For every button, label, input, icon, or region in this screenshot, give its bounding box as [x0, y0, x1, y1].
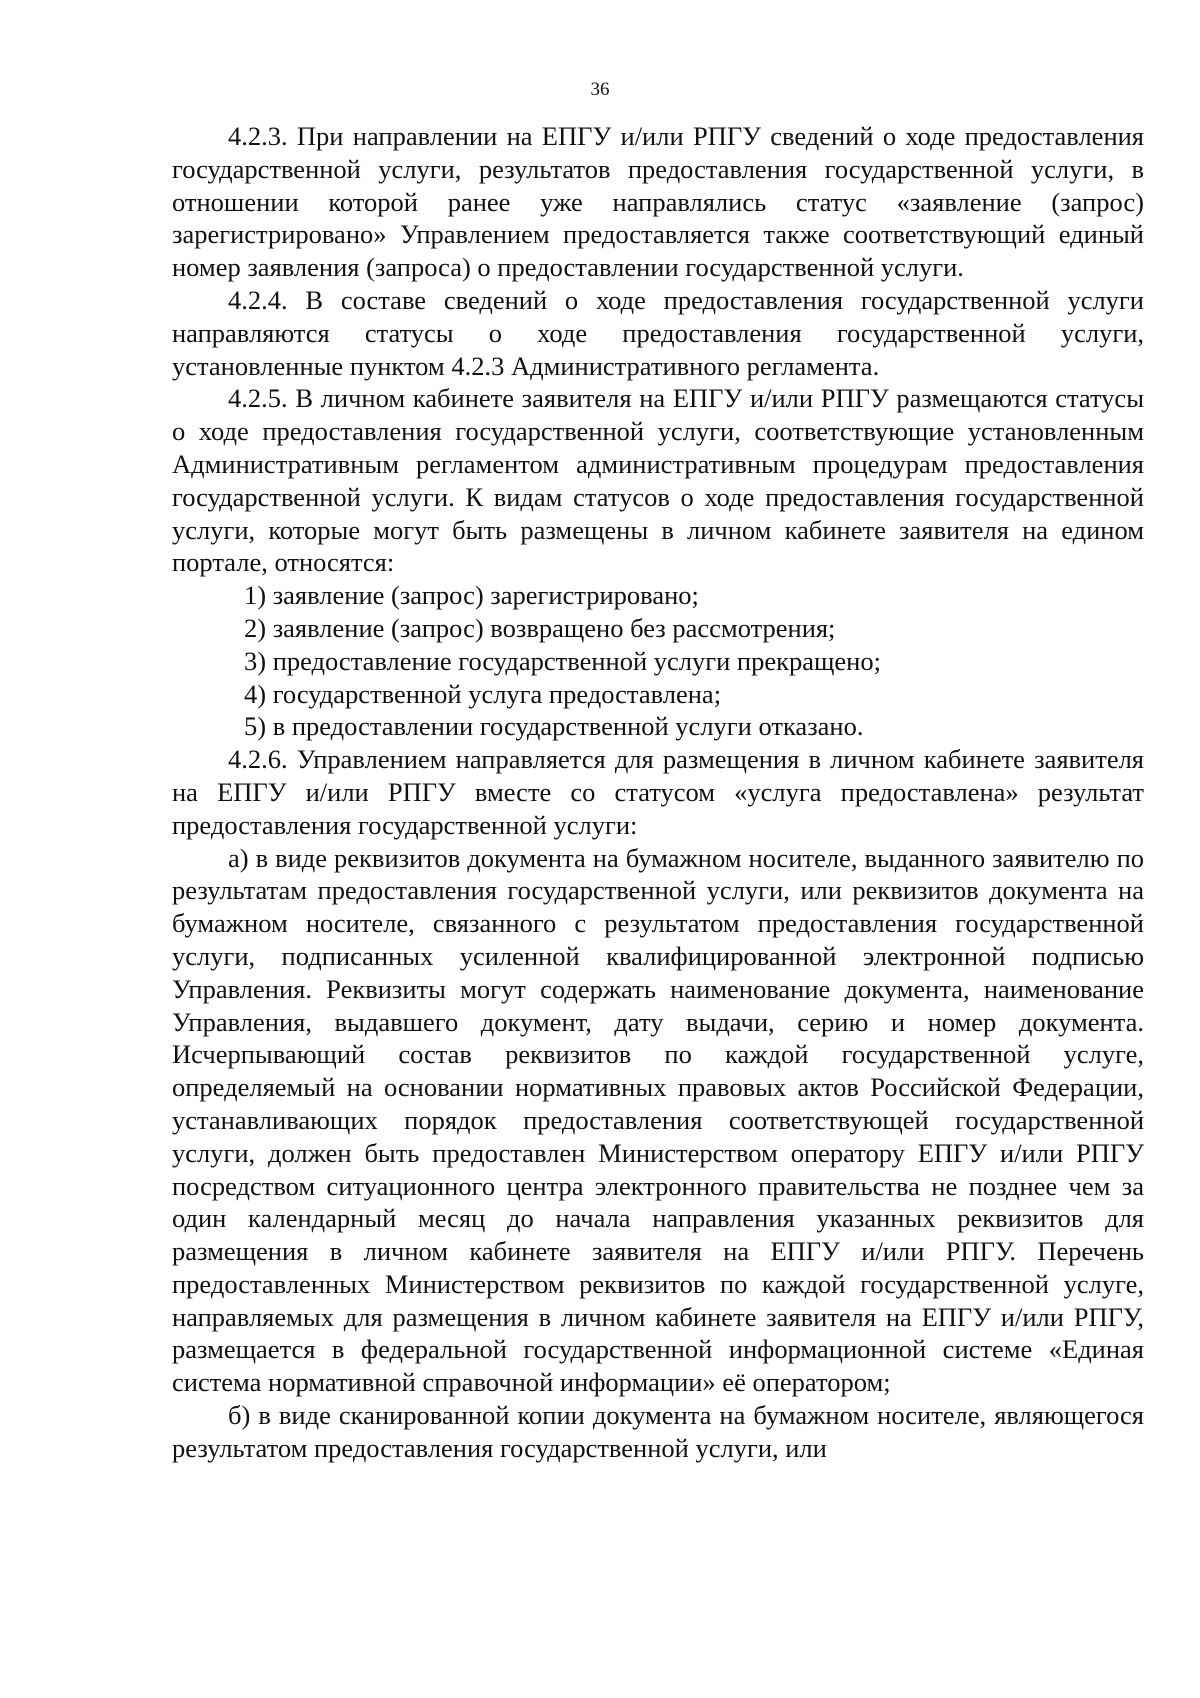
status-list: [172, 579, 1144, 743]
page-number: 36: [590, 79, 610, 100]
paragraph-4-2-6: 4.2.6. Управлением направляется для размещения в личном кабинете заявителя на ЕПГУ и/или РПГУ вместе со статусом «услуга предоставлена» результат предоставления государственной услуги:: [172, 744, 1144, 840]
paragraph-4-2-3: 4.2.3. При направлении на ЕПГУ и/или РПГУ сведений о ходе предоставления государственной услуги, результатов предоставления государственной услуги, в отношении которой ранее уже направлялись статус «заявление (запрос) зарегистрировано» Управлением предоставляется также соответствующий единый номер заявления (запроса) о предоставлении государственной услуги.: [172, 121, 1144, 283]
paragraph-item-a: а) в виде реквизитов документа на бумажном носителе, выданного заявителю по результатам предоставления государственной услуги, или реквизитов документа на бумажном носителе, связанного с результатом предоставления государственной услуги, подписанных усиленной квалифицированной электронной подписью Управления. Реквизиты могут содержать наименование документа, наименование Управления, выдавшего документ, дату выдачи, серию и номер документа. Исчерпывающий состав реквизитов по каждой государственной услуге, определяемый на основании нормативных правовых актов Российской Федерации, устанавливающих порядок предоставления соответствующей государственной услуги, должен быть предоставлен Министерством оператору ЕПГУ и/или РПГУ посредством ситуационного центра электронного правительства не позднее чем за один календарный месяц до начала направления указанных реквизитов для размещения в личном кабинете заявителя на ЕПГУ и/или РПГУ. Перечень предоставленных Министерством реквизитов по каждой государственной услуге, направляемых для размещения в личном кабинете заявителя на ЕПГУ и/или РПГУ, размещается в федеральной государственной информационной системе «Единая система нормативной справочной информации» её оператором;: [172, 842, 1144, 1398]
status-list-item: 2) заявление (запрос) возвращено без рассмотрения;: [244, 612, 836, 643]
document-body: [172, 120, 1144, 1465]
status-list-item: 3) предоставление государственной услуги прекращено;: [244, 645, 881, 676]
paragraph-item-b: б) в виде сканированной копии документа на бумажном носителе, являющегося результатом предоставления государственной услуги, или: [172, 1400, 1144, 1463]
paragraph-4-2-4: 4.2.4. В составе сведений о ходе предоставления государственной услуги направляются статусы о ходе предоставления государственной услуги, установленные пунктом 4.2.3 Административного регламента.: [172, 284, 1144, 381]
status-list-item: 5) в предоставлении государственной услуги отказано.: [244, 711, 864, 742]
status-list-item: 4) государственной услуга предоставлена;: [244, 678, 722, 709]
status-list-item: 1) заявление (запрос) зарегистрировано;: [244, 580, 699, 611]
paragraph-4-2-5: 4.2.5. В личном кабинете заявителя на ЕПГУ и/или РПГУ размещаются статусы о ходе предоставления государственной услуги, соответствующие установленным Административным регламентом административным процедурам предоставления государственной услуги. К видам статусов о ходе предоставления государственной услуги, которые могут быть размещены в личном кабинете заявителя на едином портале, относятся:: [172, 383, 1144, 578]
